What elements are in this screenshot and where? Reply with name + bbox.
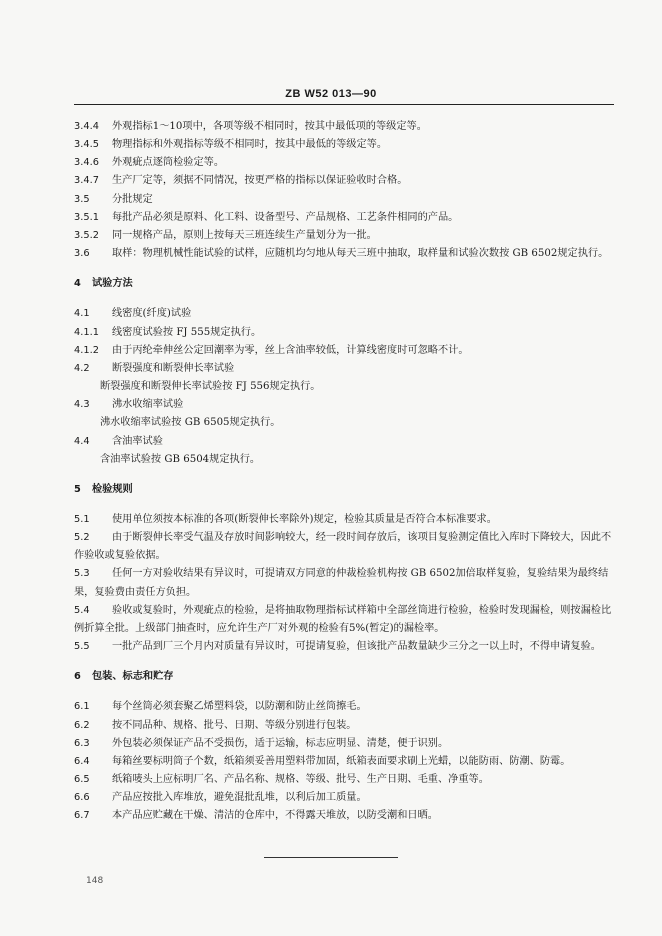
- clause-line: [74, 118, 614, 136]
- clause-line: [74, 698, 614, 716]
- clause-text: 沸水收缩率试验按 GB 6505规定执行。: [100, 417, 281, 429]
- clause-number: 5.4: [74, 604, 90, 616]
- clause-number: 6.4: [74, 755, 90, 767]
- clause-text: 生产厂定等，须据不同情况，按更严格的指标以保证验收时合格。: [112, 175, 408, 187]
- clause-text: 试验方法: [92, 278, 133, 290]
- clause-text: 同一规格产品，原则上按每天三班连续生产量划分为一批。: [112, 229, 377, 241]
- end-rule: [264, 857, 398, 858]
- clause-text: 任何一方对验收结果有异议时，可提请双方同意的仲裁检验机构按 GB 6502加倍取样复验，复验结果为最终结果，复验费由责任方负担。: [74, 568, 609, 598]
- clause-number: 6.2: [74, 719, 90, 731]
- clause-line: [74, 433, 614, 451]
- clause-number: 6.3: [74, 737, 90, 749]
- clause-line: [74, 360, 614, 378]
- clause-line: [74, 245, 614, 263]
- section-heading: [74, 275, 614, 293]
- clause-line: [74, 529, 614, 565]
- clause-text: 分批规定: [112, 193, 153, 205]
- clause-line: [74, 753, 614, 771]
- clause-line: [74, 807, 614, 825]
- clause-text: 使用单位须按本标准的各项(断裂伸长率除外)规定，检验其质量是否符合本标准要求。: [112, 513, 497, 525]
- clause-text: 外观疵点逐筒检验定等。: [112, 157, 225, 169]
- clause-line: [74, 717, 614, 735]
- spacer: [74, 263, 614, 275]
- clause-number: 4.4: [74, 435, 90, 447]
- clause-text: 验收或复验时，外观疵点的检验，是将抽取物理指标试样箱中全部丝筒进行检验，检验时发现漏检，则按漏检比例折算全批。上级部门抽查时，应允许生产厂对外观的检验有5%(暂定)的漏检率。: [74, 604, 612, 634]
- clause-text: 外包装必须保证产品不受损伤，适于运输，标志应明显、清楚，便于识别。: [112, 737, 449, 749]
- clause-text: 每批产品必须是原料、化工料、设备型号、产品规格、工艺条件相同的产品。: [112, 211, 459, 223]
- clause-line: [74, 136, 614, 154]
- clause-number: 3.5: [74, 193, 90, 205]
- clause-text: 检验规则: [92, 483, 133, 495]
- clause-line: [74, 396, 614, 414]
- clause-number: 5.1: [74, 513, 90, 525]
- clause-number: 4: [74, 278, 81, 290]
- clause-text: 按不同品种、规格、批号、日期、等级分别进行包装。: [112, 719, 357, 731]
- clause-number: 5: [74, 483, 81, 495]
- clause-text: 线密度试验按 FJ 555规定执行。: [112, 326, 262, 338]
- clause-line: [74, 172, 614, 190]
- section-heading: [74, 668, 614, 686]
- header-rule: [74, 104, 614, 105]
- clause-line: [74, 209, 614, 227]
- clause-number: 6.5: [74, 774, 90, 785]
- clause-number: 6: [74, 671, 81, 683]
- clause-line: [74, 227, 614, 245]
- clause-number: 3.4.5: [74, 139, 99, 151]
- clause-number: 3.5.1: [74, 211, 99, 223]
- clause-text: 取样：物理机械性能试验的试样，应随机均匀地从每天三班中抽取，取样量和试验次数按 GB 6502规定执行。: [112, 248, 609, 260]
- clause-text: 物理指标和外观指标等级不相同时，按其中最低的等级定等。: [112, 139, 388, 151]
- clause-number: 4.3: [74, 399, 90, 411]
- clause-text: 产品应按批入库堆放，避免混批乱堆，以利后加工质量。: [112, 792, 367, 804]
- clause-text: 包装、标志和贮存: [92, 671, 174, 683]
- clause-text: 由于断裂伸长率受气温及存放时间影响较大，经一段时间存放后，该项目复验测定值比入库时下降较大，因此不作验收或复验依据。: [74, 532, 612, 562]
- clause-line: [74, 565, 614, 601]
- clause-line: [74, 771, 614, 789]
- clause-number: 6.1: [74, 701, 90, 713]
- clause-number: 5.5: [74, 641, 90, 653]
- clause-text: 纸箱唛头上应标明厂名、产品名称、规格、等级、批号、生产日期、毛重、净重等。: [112, 774, 489, 785]
- clause-line: [74, 154, 614, 172]
- clause-line: [74, 305, 614, 323]
- clause-line: [74, 789, 614, 807]
- clause-text: 一批产品到厂三个月内对质量有异议时，可提请复验，但该批产品数量缺少三分之一以上时，不得申请复验。: [112, 641, 601, 653]
- spacer: [74, 686, 614, 698]
- clause-line: [74, 451, 614, 469]
- clause-number: 5.3: [74, 568, 90, 580]
- clause-text: 由于丙纶牵伸丝公定回潮率为零，丝上含油率较低，计算线密度时可忽略不计。: [112, 344, 469, 356]
- clause-number: 3.5.2: [74, 229, 99, 241]
- spacer: [74, 499, 614, 511]
- clause-number: 5.2: [74, 532, 90, 544]
- spacer: [74, 656, 614, 668]
- clause-number: 3.4.7: [74, 175, 99, 187]
- clause-number: 3.6: [74, 248, 90, 260]
- clause-line: [74, 602, 614, 638]
- clause-text: 断裂强度和断裂伸长率试验按 FJ 556规定执行。: [100, 381, 321, 393]
- clause-number: 4.2: [74, 362, 90, 374]
- clause-number: 4.1.2: [74, 344, 99, 356]
- clause-number: 4.1: [74, 308, 90, 320]
- clause-number: 4.1.1: [74, 326, 99, 338]
- clause-line: [74, 191, 614, 209]
- clause-number: 3.4.6: [74, 157, 99, 169]
- clause-line: [74, 638, 614, 656]
- spacer: [74, 469, 614, 481]
- standard-number-header: ZB W52 013—90: [285, 88, 377, 100]
- clause-text: 每箱丝要标明筒子个数，纸箱须妥善用塑料带加固，纸箱表面要求刷上光蜡，以能防雨、防潮、防霉。: [112, 755, 571, 767]
- clause-text: 断裂强度和断裂伸长率试验: [112, 362, 235, 374]
- clause-text: 沸水收缩率试验: [112, 399, 184, 411]
- clause-line: [74, 511, 614, 529]
- spacer: [74, 293, 614, 305]
- clause-text: 线密度(纤度)试验: [112, 308, 192, 320]
- document-body: [74, 118, 614, 825]
- clause-line: [74, 342, 614, 360]
- clause-text: 外观指标1～10项中，各项等级不相同时，按其中最低项的等级定等。: [112, 121, 427, 132]
- clause-number: 6.7: [74, 810, 90, 822]
- page-number: 148: [86, 876, 104, 886]
- clause-text: 含油率试验按 GB 6504规定执行。: [100, 453, 261, 465]
- clause-text: 含油率试验: [112, 435, 163, 447]
- clause-text: 每个丝筒必须套聚乙烯塑料袋，以防潮和防止丝筒擦毛。: [112, 701, 367, 713]
- clause-line: [74, 735, 614, 753]
- clause-line: [74, 324, 614, 342]
- clause-number: 6.6: [74, 792, 90, 804]
- section-heading: [74, 481, 614, 499]
- clause-line: [74, 414, 614, 432]
- clause-text: 本产品应贮藏在干燥、清洁的仓库中，不得露天堆放，以防受潮和日晒。: [112, 810, 438, 822]
- clause-line: [74, 378, 614, 396]
- clause-number: 3.4.4: [74, 121, 99, 132]
